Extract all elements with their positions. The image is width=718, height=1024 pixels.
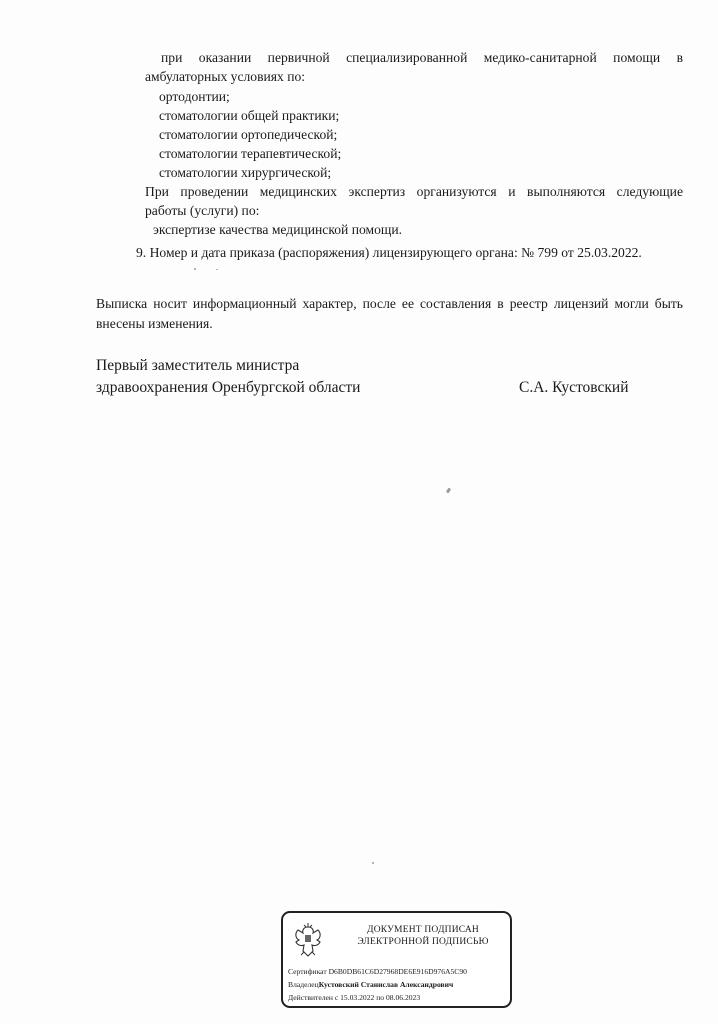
notice-line-2: внесены изменения. — [96, 316, 213, 331]
body-line-4: работы (услуги) по: — [145, 203, 260, 218]
list-item: ортодонтии; — [159, 89, 230, 104]
body-line-5: экспертизе качества медицинской помощи. — [153, 222, 403, 237]
stamp-title: ДОКУМЕНТ ПОДПИСАН ЭЛЕКТРОННОЙ ПОДПИСЬЮ — [357, 925, 489, 947]
stamp-validity: Действителен с 15.03.2022 по 08.06.2023 — [288, 993, 421, 1002]
list-item: стоматологии общей практики; — [159, 108, 340, 123]
signer-position-line-2: здравоохранения Оренбургской области — [96, 379, 361, 396]
signer-position-line-1: Первый заместитель министра — [96, 357, 300, 374]
list-item: стоматологии хирургической; — [159, 165, 332, 180]
stamp-certificate: Сертификат D6B0DB61C6D27968DE6E916D976A5C90 — [288, 967, 467, 976]
coat-of-arms-emblem — [290, 921, 326, 961]
notice-line-1: Выписка носит информационный характер, после ее составления в реестр лицензий могли быть — [96, 296, 683, 311]
signer-name: С.А. Кустовский — [519, 379, 629, 396]
body-line-3 — [145, 163, 683, 183]
body-line-3-text: При проведении медицинских экспертиз организуются и выполняются следующие — [145, 184, 683, 199]
electronic-signature-stamp — [281, 911, 512, 1008]
body-line-2: амбулаторных условиях по: — [145, 69, 306, 84]
order-line: 9. Номер и дата приказа (распоряжения) лицензирующего органа: № 799 от 25.03.2022. — [136, 245, 642, 260]
list-item: стоматологии ортопедической; — [159, 127, 338, 142]
list-item: стоматологии терапевтической; — [159, 146, 342, 161]
stamp-owner: ВладелецКустовский Станислав Александрович — [288, 980, 454, 989]
body-line-1: при оказании первичной специализированной медико-санитарной помощи в — [161, 50, 683, 65]
